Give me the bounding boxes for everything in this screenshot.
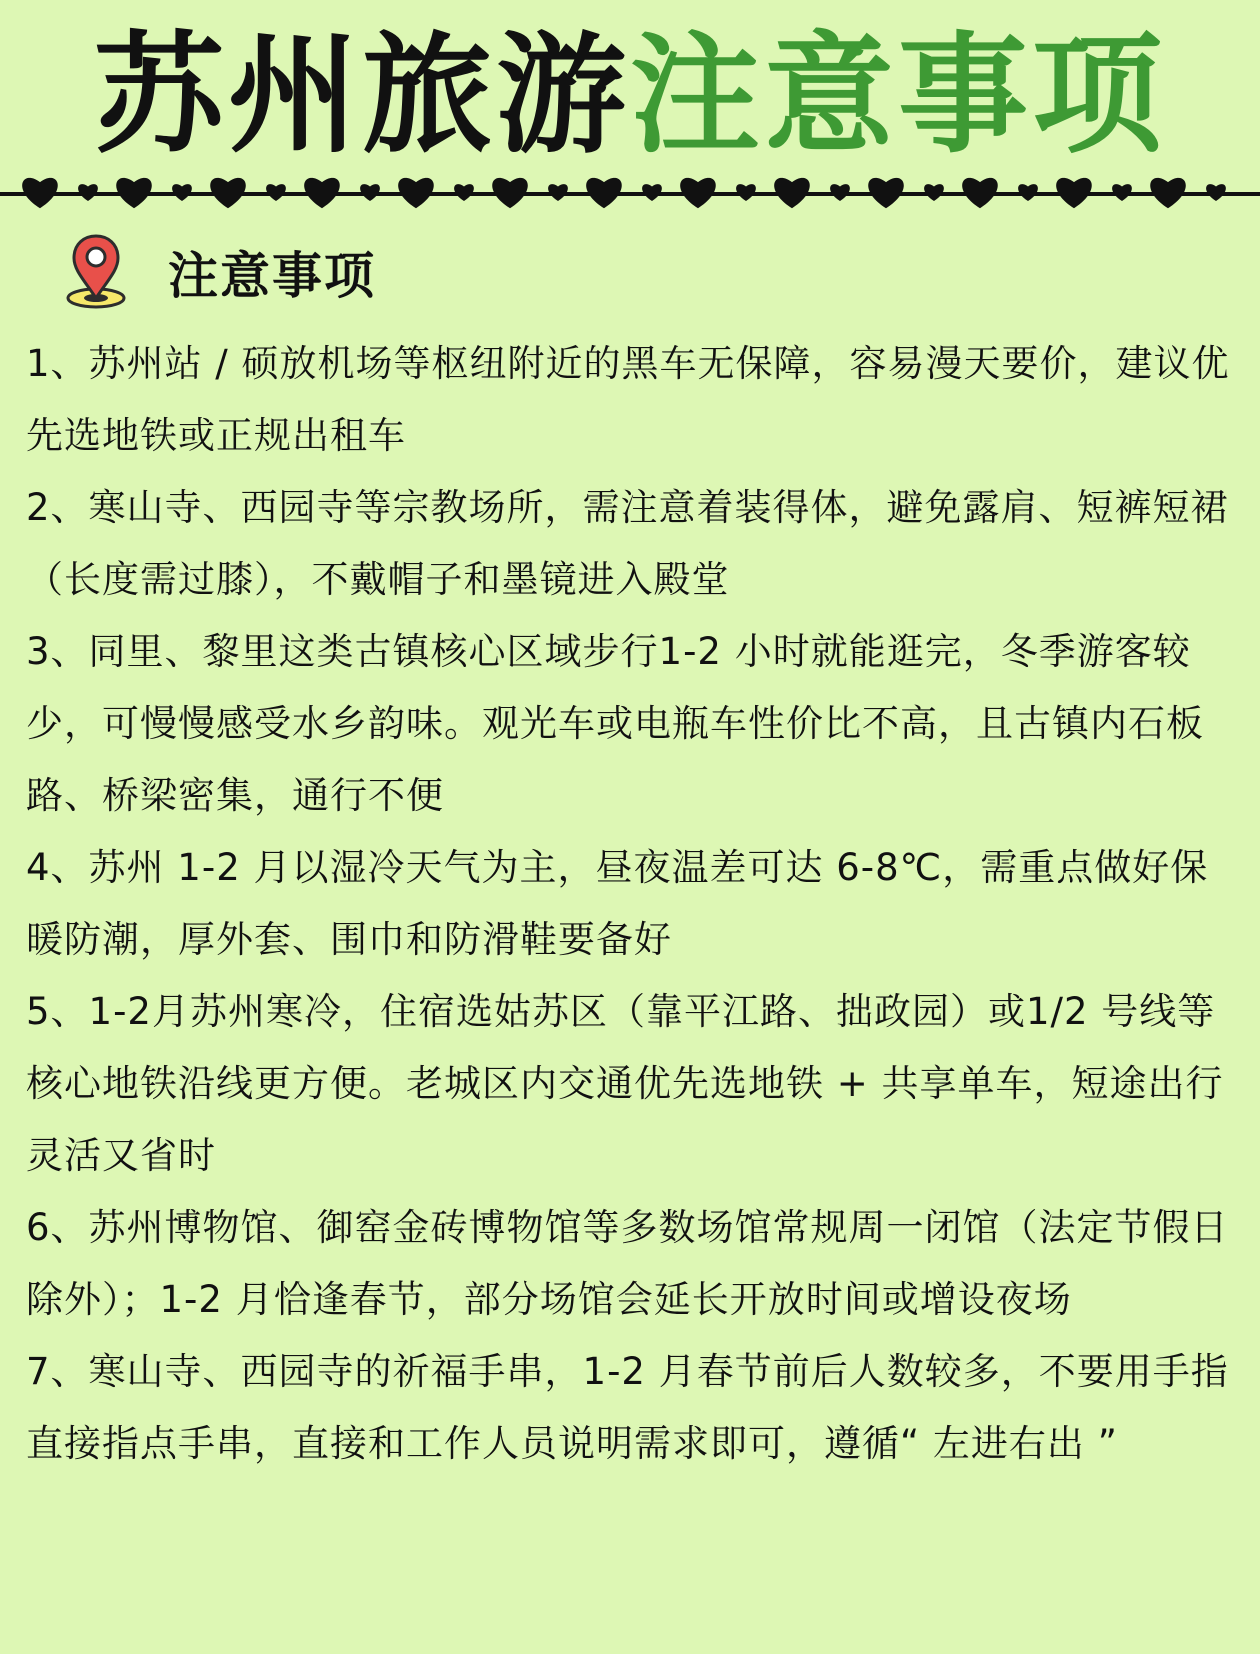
heart-icon — [680, 178, 716, 208]
heart-icon — [548, 184, 568, 201]
title-green-part: 注意事项 — [630, 19, 1167, 171]
note-item: 5、1-2月苏州寒冷，住宿选姑苏区（靠平江路、拙政园）或1/2 号线等核心地铁沿线更方便。老城区内交通优先选地铁 + 共享单车，短途出行灵活又省时 — [26, 990, 1224, 1177]
heart-icon — [1018, 184, 1038, 201]
heart-icon — [924, 184, 944, 201]
heart-icon — [266, 184, 286, 201]
heart-icon — [1150, 178, 1186, 208]
heart-icon — [962, 178, 998, 208]
heart-icon — [454, 184, 474, 201]
note-item: 6、苏州博物馆、御窑金砖博物馆等多数场馆常规周一闭馆（法定节假日除外）；1-2 月恰逢春节，部分场馆会延长开放时间或增设夜场 — [26, 1206, 1229, 1321]
heart-icon — [830, 184, 850, 201]
heart-icon — [868, 178, 904, 208]
heart-icon — [398, 178, 434, 208]
note-item: 3、同里、黎里这类古镇核心区域步行1-2 小时就能逛完，冬季游客较少，可慢慢感受水乡韵味。观光车或电瓶车性价比不高，且古镇内石板路、桥梁密集，通行不便 — [26, 630, 1204, 817]
heart-icon — [304, 178, 340, 208]
heart-icon — [360, 184, 380, 201]
section-title: 注意事项 — [168, 247, 376, 305]
heart-icon — [774, 178, 810, 208]
heart-icon — [642, 184, 662, 201]
heart-icon — [736, 184, 756, 201]
location-pin-icon — [60, 232, 132, 312]
heart-icon — [78, 184, 98, 201]
heart-icon — [1112, 184, 1132, 201]
heart-icon — [210, 178, 246, 208]
note-item: 7、寒山寺、西园寺的祈福手串，1-2 月春节前后人数较多，不要用手指直接指点手串，直接和工作人员说明需求即可，遵循“ 左进右出 ” — [26, 1350, 1229, 1465]
heart-icon — [22, 178, 58, 208]
heart-icon — [1056, 178, 1092, 208]
title-black-part: 苏州旅游 — [93, 19, 630, 171]
heart-icon — [116, 178, 152, 208]
note-item: 4、苏州 1-2 月以湿冷天气为主，昼夜温差可达 6-8℃，需重点做好保暖防潮，厚外套、围巾和防滑鞋要备好 — [26, 846, 1209, 961]
section-header — [60, 232, 376, 312]
heart-icon — [586, 178, 622, 208]
heart-icon — [492, 178, 528, 208]
heart-icon — [172, 184, 192, 201]
heart-icon — [1206, 184, 1226, 201]
page-title — [0, 0, 1260, 190]
heart-divider — [0, 168, 1260, 220]
note-item: 2、寒山寺、西园寺等宗教场所，需注意着装得体，避免露肩、短裤短裙（长度需过膝），不戴帽子和墨镜进入殿堂 — [26, 486, 1229, 601]
notes-list — [26, 328, 1234, 1480]
note-item: 1、苏州站 / 硕放机场等枢纽附近的黑车无保障，容易漫天要价，建议优先选地铁或正规出租车 — [26, 342, 1230, 457]
